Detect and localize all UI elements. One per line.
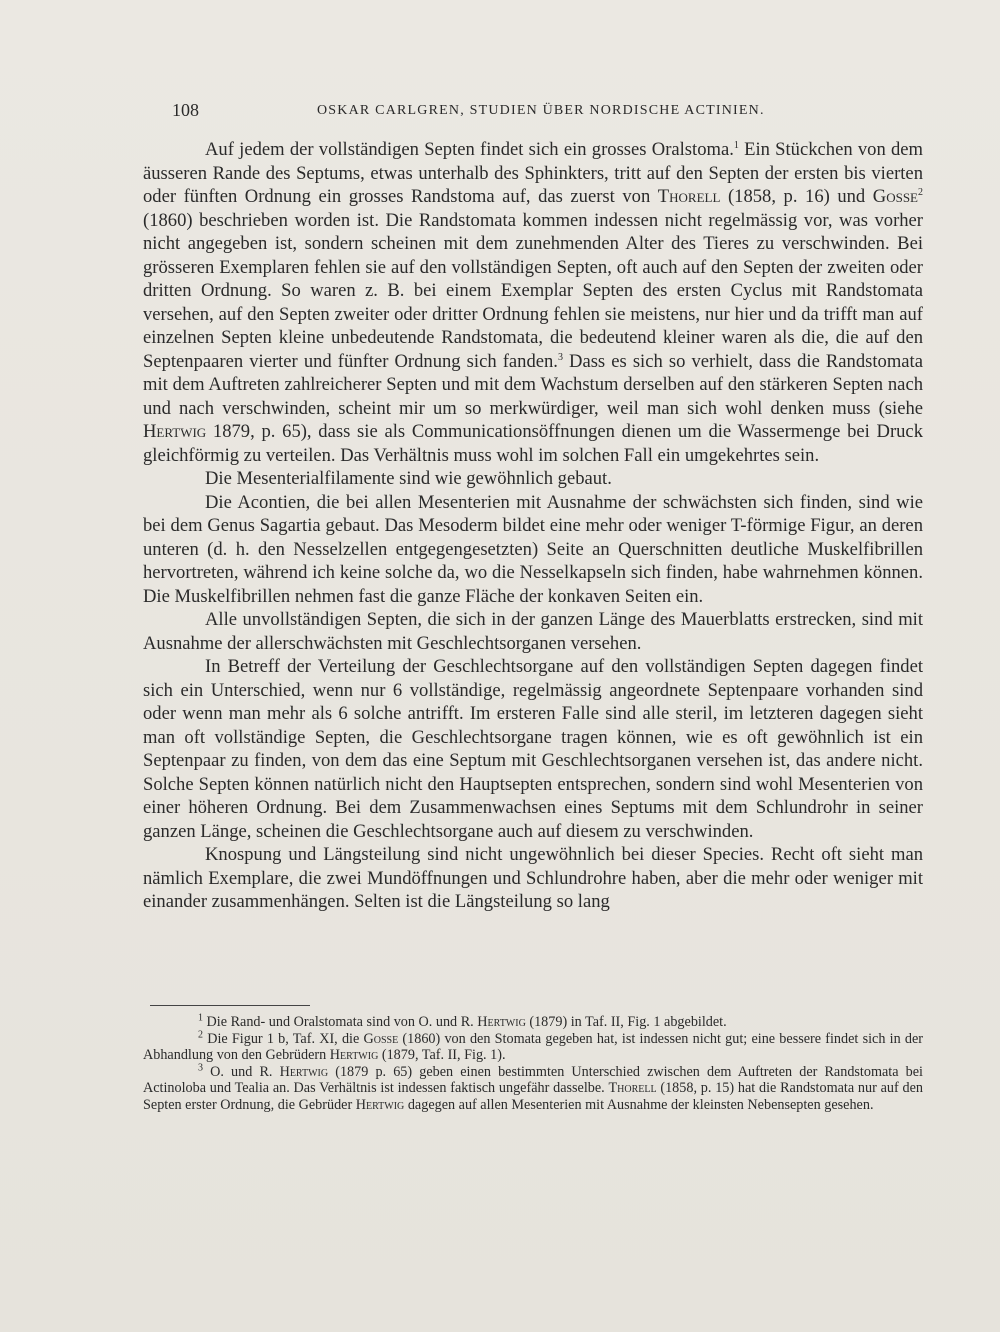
running-head: OSKAR CARLGREN, STUDIEN ÜBER NORDISCHE ACTINIEN. (317, 103, 765, 118)
author-name: Hertwig (279, 1063, 329, 1080)
paragraph-4: Alle unvollständigen Septen, die sich in der ganzen Länge des Mauerblatts erstrecken, sind mit Ausnahme der allerschwächsten mit Geschlechtsorganen versehen. (143, 609, 923, 654)
paragraph-1 (143, 138, 923, 467)
author-name: Gosse (872, 186, 918, 207)
text-run: (1879 p. 65) geben einen bestimmten Unterschied zwischen dem Auftreten der Randstomata bei Actinoloba und Tealia an. Das Verhältnis ist indessen faktisch ungefähr dasselbe. (143, 1063, 923, 1096)
text-run: (1858, p. 16) und (720, 186, 873, 207)
text-run: dagegen auf allen Mesenterien mit Ausnahme der kleinsten Nebensepten gesehen. (404, 1096, 874, 1113)
footnotes (143, 1014, 923, 1113)
author-name: Gosse (363, 1030, 399, 1047)
footnote-ref-3: 3 (557, 351, 563, 363)
footnote-ref-2: 2 (918, 186, 923, 198)
author-name: Hertwig (355, 1096, 405, 1113)
text-run: (1858, p. 15) hat die Randstomata nur auf den Septen erster Ordnung, die Gebrüder (143, 1080, 923, 1113)
author-name: Hertwig (143, 421, 207, 442)
footnote-mark: 1 (198, 1012, 203, 1024)
text-run: 1879, p. 65), dass sie als Communicationsöffnungen dienen um die Wassermenge bei Druck gleichförmig zu verteilen. Das Verhältnis muss wohl im solchen Fall ein umgekehrtes sein. (143, 421, 923, 466)
author-name: Hertwig (329, 1047, 379, 1063)
author-name: Thorell (608, 1080, 657, 1096)
footnote-2 (143, 1028, 923, 1064)
footnote-ref-1: 1 (733, 139, 739, 151)
text-run: Die Rand- und Oralstomata sind von O. und R. (203, 1014, 478, 1030)
text-run: Ein Stückchen von dem äusseren Rande des Septums, etwas unterhalb des Sphinkters, tritt auf den Septen der ersten bis vierten oder fünften Ordnung ein grosses Randstoma auf, das zuerst von (143, 139, 923, 207)
footnote-1 (143, 1014, 923, 1031)
text-run: O. und R. (203, 1063, 280, 1080)
text-run: (1860) beschrieben worden ist. Die Randstomata kommen indessen nicht regelmässig vor, was vorher nicht angegeben ist, sondern scheinen mit dem zunehmenden Alter des Tieres zu verschwinden. Bei grösseren Exemplaren fehlen sie auf den vollständigen Septen, oft auch auf den Septen der zweiten oder dritten Ordnung. So waren z. B. bei einem Exemplar Septen des ersten Cyclus mit Randstomata versehen, auf den Septen zweiter oder dritter Ordnung fehlen sie meistens, nur hier und da trifft man auf einzelnen Septen kleine unbedeutende Randstomata, die bedeutend kleiner waren als die, die auf den Septenpaaren vierter und fünfter Ordnung sich fanden. (143, 209, 923, 372)
author-name: Hertwig (477, 1014, 526, 1030)
paragraph-2: Die Mesenterialfilamente sind wie gewöhnlich gebaut. (205, 468, 612, 489)
paragraph-5: In Betreff der Verteilung der Geschlechtsorgane auf den vollständigen Septen dagegen findet sich ein Unterschied, wenn nur 6 vollständige, regelmässig angeordnete Septenpaare vorhanden sind oder wenn man mehr als 6 solche antrifft. Im ersteren Falle sind alle steril, im letzteren dagegen sieht man oft vollständige Septen, die Geschlechtsorgane tragen können, wie es oft gewöhnlich ist ein Septenpaar zu finden, von dem das eine Septum mit Geschlechtsorganen versehen ist, das andere nicht. Solche Septen können natürlich nicht den Hauptsepten entsprechen, sondern sind wohl Mesenterien von einer höheren Ordnung. Bei dem Zusammenwachsen eines Septums mit dem Schlundrohr in seiner ganzen Länge, scheinen die Geschlechtsorgane auch auf diesem zu verschwinden. (143, 656, 923, 842)
text-run: (1879, Taf. II, Fig. 1). (378, 1047, 506, 1063)
paragraph-3: Die Acontien, die bei allen Mesenterien mit Ausnahme der schwächsten sich finden, sind wie bei dem Genus Sagartia gebaut. Das Mesoderm bildet eine mehr oder weniger T-förmige Figur, an deren unteren (d. h. den Nesselzellen entgegengesetzten) Seite an Querschnitten deutliche Muskelfibrillen hervortreten, während ich keine solche da, wo die Nesselkapseln sich finden, habe wahrnehmen können. Die Muskelfibrillen nehmen fast die ganze Fläche der konkaven Seiten ein. (143, 491, 923, 607)
text-run: Die Figur 1 b, Taf. XI, die (203, 1030, 364, 1047)
footnote-3 (143, 1061, 923, 1114)
text-run: Auf jedem der vollständigen Septen findet sich ein grosses Oralstoma. (205, 139, 734, 160)
body-text (143, 138, 923, 914)
text-run: (1860) von den Stomata gegeben hat, ist indessen nicht gut; eine bessere findet sich in der Abhandlung von den Gebrüdern (143, 1030, 923, 1063)
footnote-mark: 3 (198, 1061, 203, 1073)
footnote-mark: 2 (198, 1028, 203, 1040)
paragraph-6: Knospung und Längsteilung sind nicht ungewöhnlich bei dieser Species. Recht oft sieht man nämlich Exemplare, die zwei Mundöffnungen und Schlundrohre haben, aber die mehr oder weniger mit einander zusammenhängen. Selten ist die Längsteilung so lang (143, 844, 923, 912)
author-name: Thorell (657, 186, 721, 207)
text-run: (1879) in Taf. II, Fig. 1 abgebildet. (525, 1014, 727, 1030)
page-number: 108 (172, 100, 199, 120)
footnote-rule (150, 1005, 310, 1006)
text-run: Dass es sich so verhielt, dass die Randstomata mit dem Auftreten zahlreicherer Septen und mit dem Wachstum derselben auf den stärkeren Septen nach und nach verschwinden, scheint mir um so merkwürdiger, weil man sich wohl denken muss (siehe (143, 350, 923, 419)
